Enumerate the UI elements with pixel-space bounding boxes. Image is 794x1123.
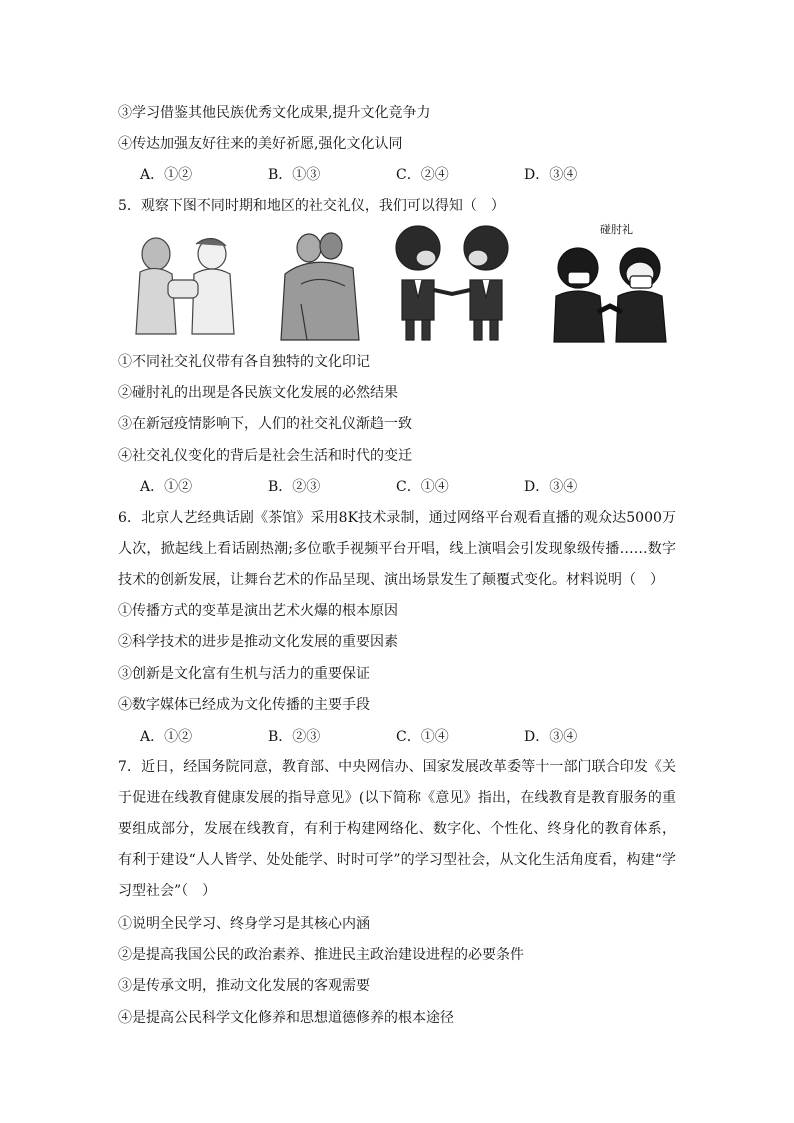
q5-options — [140, 477, 652, 497]
elbow-bump-caption: 碰肘礼 — [600, 223, 633, 236]
q4-option-d[interactable]: D．③④ — [524, 167, 578, 183]
q6-option-b[interactable]: B．②③ — [268, 729, 321, 745]
q6-options — [140, 727, 652, 747]
q6-option-c[interactable]: C．①④ — [396, 729, 449, 745]
q4-option-c[interactable]: C．②④ — [396, 167, 449, 183]
q6-stem: 6．北京人艺经典话剧《茶馆》采用8K技术录制，通过网络平台观看直播的观众达5000万人次，掀起线上看话剧热潮;多位歌手视频平台开唱，线上演唱会引发现象级传播……数字技术的创新发展，让舞台艺术的作品呈现、演出场景发生了颠覆式变化。材料说明（ ） — [118, 510, 676, 588]
q4-statement-4: ④传达加强友好往来的美好祈愿,强化文化认同 — [118, 136, 403, 152]
q4-option-a[interactable]: A．①② — [140, 167, 193, 183]
q5-statement-4: ④社交礼仪变化的背后是社会生活和时代的变迁 — [118, 448, 412, 464]
q7-statement-3: ③是传承文明，推动文化发展的客观需要 — [118, 978, 370, 994]
q6-statement-3: ③创新是文化富有生机与活力的重要保证 — [118, 666, 370, 682]
q4-options — [140, 165, 652, 185]
q6-option-a[interactable]: A．①② — [140, 729, 193, 745]
q5-statement-1: ①不同社交礼仪带有各自独特的文化印记 — [118, 354, 370, 370]
q5-statement-2: ②碰肘礼的出现是各民族文化发展的必然结果 — [118, 385, 398, 401]
q5-option-d[interactable]: D．③④ — [524, 479, 578, 495]
q6-option-d[interactable]: D．③④ — [524, 729, 578, 745]
q6-statement-1: ①传播方式的变革是演出艺术火爆的根本原因 — [118, 603, 398, 619]
handshake-illustration — [388, 224, 518, 346]
q5-stem: 5．观察下图不同时期和地区的社交礼仪，我们可以得知（ ） — [118, 198, 505, 214]
q6-statement-2: ②科学技术的进步是推动文化发展的重要因素 — [118, 634, 398, 650]
q6-statement-4: ④数字媒体已经成为文化传播的主要手段 — [118, 697, 370, 713]
q5-option-b[interactable]: B．②③ — [268, 479, 321, 495]
q7-statement-4: ④是提高公民科学文化修养和思想道德修养的根本途径 — [118, 1010, 454, 1026]
elbow-bump-illustration — [544, 224, 674, 346]
bowing-salute-illustration — [126, 224, 254, 346]
hug-illustration — [271, 224, 371, 346]
q7-statement-2: ②是提高我国公民的政治素养、推进民主政治建设进程的必要条件 — [118, 947, 524, 963]
q5-option-c[interactable]: C．①④ — [396, 479, 449, 495]
q4-option-b[interactable]: B．①③ — [268, 167, 321, 183]
q5-option-a[interactable]: A．①② — [140, 479, 193, 495]
etiquette-pictures — [126, 224, 674, 346]
q7-stem: 7．近日，经国务院同意，教育部、中央网信办、国家发展改革委等十一部门联合印发《关于促进在线教育健康发展的指导意见》(以下简称《意见》指出，在线教育是教育服务的重要组成部分，发展在线教育，有利于构建网络化、数字化、个性化、终身化的教育体系，有利于建设“人人皆学、处处能学、时时可学”的学习型社会，从文化生活角度看，构建“学习型社会”（ ） — [118, 759, 676, 899]
q7-statement-1: ①说明全民学习、终身学习是其核心内涵 — [118, 916, 370, 932]
q4-statement-3: ③学习借鉴其他民族优秀文化成果,提升文化竞争力 — [118, 105, 431, 121]
q5-statement-3: ③在新冠疫情影响下，人们的社交礼仪渐趋一致 — [118, 416, 412, 432]
